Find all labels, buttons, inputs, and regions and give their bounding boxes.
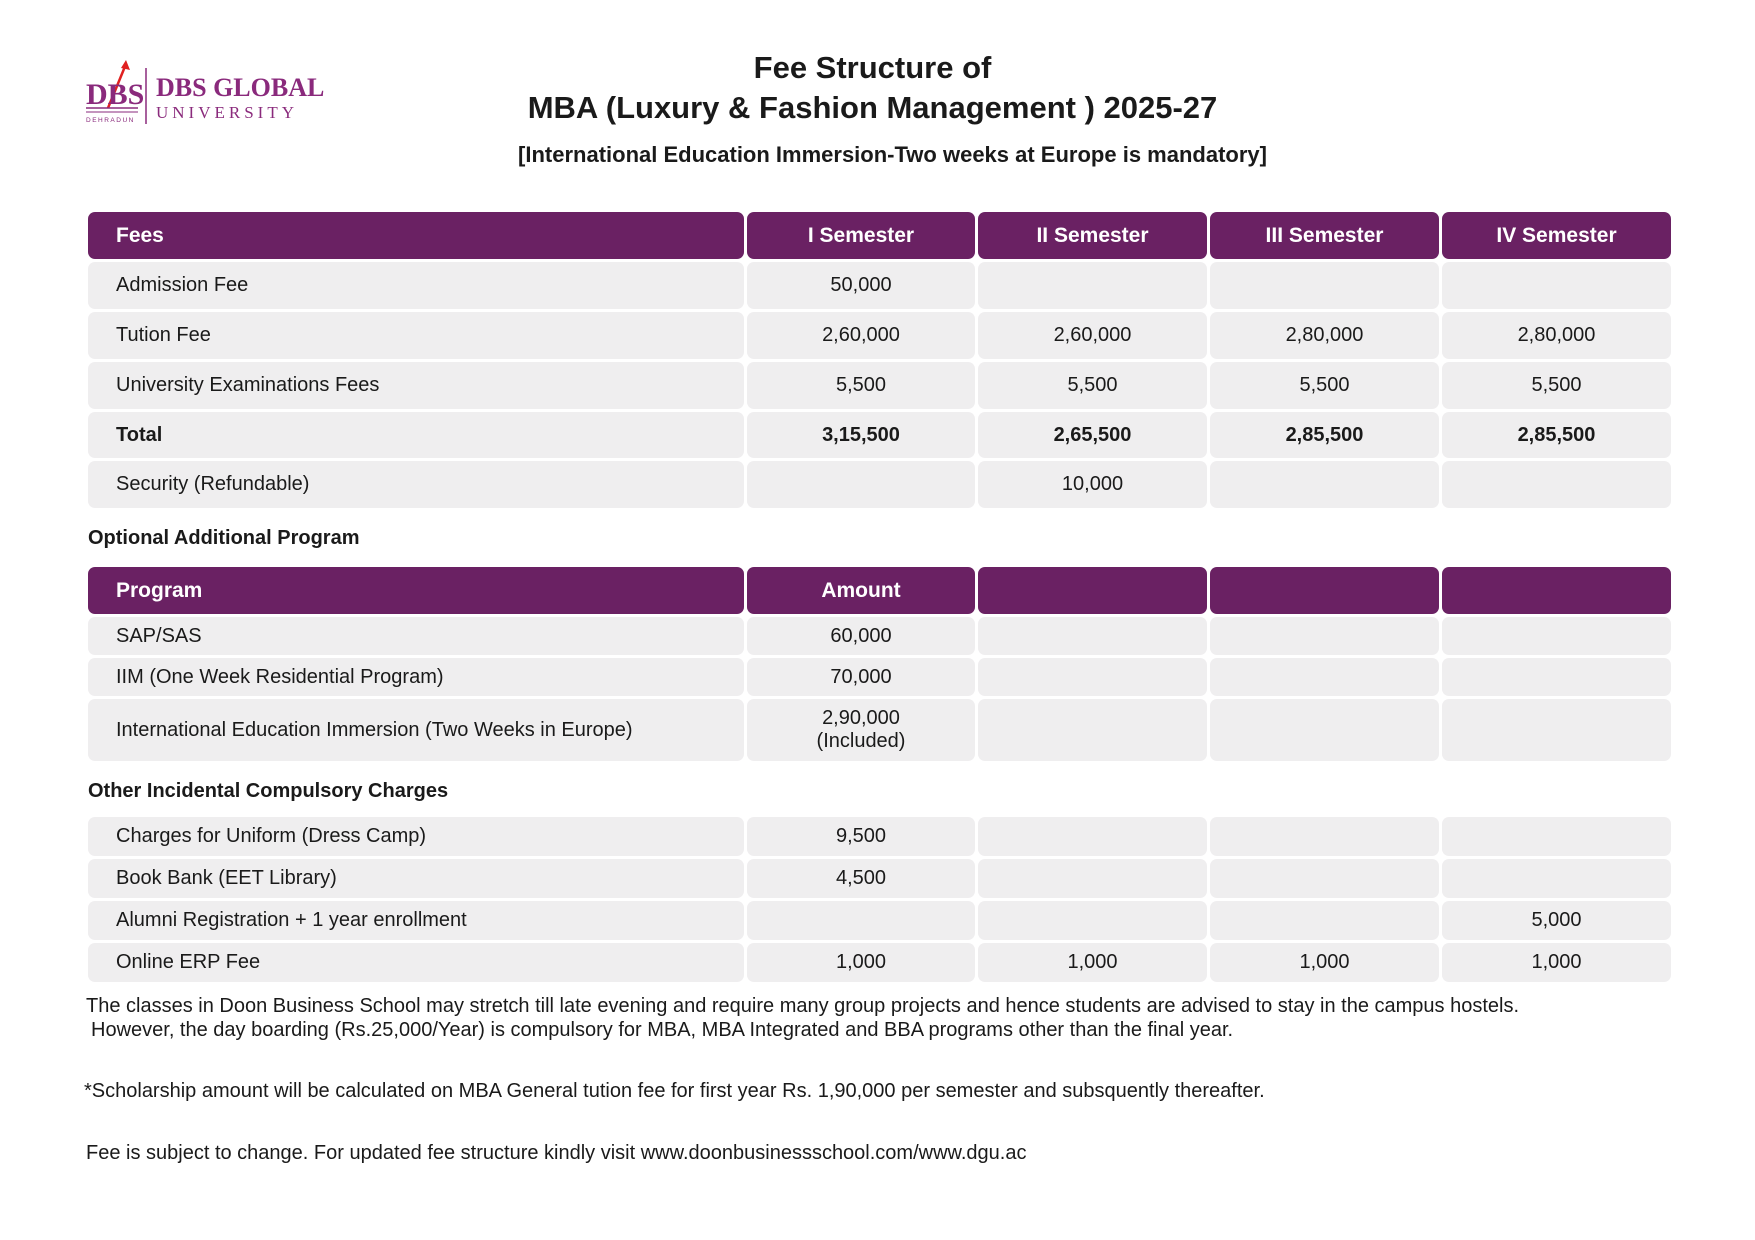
svg-text:UNIVERSITY: UNIVERSITY <box>156 103 298 122</box>
cell-value <box>1210 859 1439 898</box>
svg-text:DEHRADUN: DEHRADUN <box>86 117 135 124</box>
total-row <box>88 412 1671 458</box>
svg-text:DBS: DBS <box>86 78 145 111</box>
cell-value: 5,500 <box>1210 362 1439 409</box>
cell-value <box>978 699 1207 761</box>
cell-value <box>1210 262 1439 309</box>
table-row <box>88 362 1671 409</box>
row-label: Book Bank (EET Library) <box>88 859 744 898</box>
table-row <box>88 262 1671 309</box>
row-label: Security (Refundable) <box>88 461 744 508</box>
cell-value <box>978 817 1207 856</box>
row-label: SAP/SAS <box>88 617 744 655</box>
row-label: Online ERP Fee <box>88 943 744 982</box>
cell-value <box>747 461 975 508</box>
cell-value: 9,500 <box>747 817 975 856</box>
cell-value <box>978 617 1207 655</box>
cell-value <box>1442 699 1671 761</box>
column-header-sem2: II Semester <box>978 212 1207 259</box>
column-header-program: Program <box>88 567 744 614</box>
column-header-empty <box>1210 567 1439 614</box>
column-header-sem4: IV Semester <box>1442 212 1671 259</box>
cell-value: 2,90,000 (Included) <box>747 699 975 761</box>
cell-value <box>1442 859 1671 898</box>
row-label: IIM (One Week Residential Program) <box>88 658 744 696</box>
cell-value: 4,500 <box>747 859 975 898</box>
cell-value <box>978 901 1207 940</box>
cell-value: 1,000 <box>1210 943 1439 982</box>
fees-table-header <box>88 212 1671 259</box>
optional-program-table <box>88 567 1671 764</box>
cell-value: 50,000 <box>747 262 975 309</box>
column-header-amount: Amount <box>747 567 975 614</box>
incidental-charges-table <box>88 817 1671 985</box>
column-header-fees: Fees <box>88 212 744 259</box>
incidental-section-title: Other Incidental Compulsory Charges <box>88 780 449 802</box>
row-label: Charges for Uniform (Dress Camp) <box>88 817 744 856</box>
cell-value: 5,000 <box>1442 901 1671 940</box>
column-header-sem1: I Semester <box>747 212 975 259</box>
cell-value <box>747 901 975 940</box>
table-row <box>88 943 1671 982</box>
cell-value: 70,000 <box>747 658 975 696</box>
cell-value: 5,500 <box>978 362 1207 409</box>
cell-value: 5,500 <box>747 362 975 409</box>
cell-value: 5,500 <box>1442 362 1671 409</box>
cell-value: 2,65,500 <box>978 412 1207 458</box>
cell-value: 2,80,000 <box>1442 312 1671 359</box>
cell-value: 1,000 <box>1442 943 1671 982</box>
column-header-empty <box>1442 567 1671 614</box>
cell-value: 2,85,500 <box>1442 412 1671 458</box>
scholarship-note: *Scholarship amount will be calculated on MBA General tution fee for first year Rs. 1,90,000 per semester and subsquently thereafter. <box>84 1080 1265 1102</box>
row-label: Tution Fee <box>88 312 744 359</box>
cell-value <box>1210 901 1439 940</box>
row-label: Total <box>88 412 744 458</box>
cell-value <box>1210 699 1439 761</box>
table-row <box>88 312 1671 359</box>
table-row <box>88 859 1671 898</box>
table-row <box>88 658 1671 696</box>
cell-value: 2,80,000 <box>1210 312 1439 359</box>
hostel-note-line2: However, the day boarding (Rs.25,000/Year) is compulsory for MBA, MBA Integrated and BBA programs other than the final year. <box>91 1019 1234 1041</box>
cell-value: 2,60,000 <box>747 312 975 359</box>
fee-change-note: Fee is subject to change. For updated fee structure kindly visit www.doonbusinessschool.com/www.dgu.ac <box>86 1142 1027 1164</box>
cell-value <box>1210 658 1439 696</box>
table-row <box>88 461 1671 508</box>
optional-section-title: Optional Additional Program <box>88 527 360 549</box>
cell-value: 1,000 <box>747 943 975 982</box>
table-row <box>88 699 1671 761</box>
cell-value <box>1442 817 1671 856</box>
column-header-sem3: III Semester <box>1210 212 1439 259</box>
cell-value: 2,60,000 <box>978 312 1207 359</box>
svg-text:DBS GLOBAL: DBS GLOBAL <box>156 73 325 102</box>
page-title-line2: MBA (Luxury & Fashion Management ) 2025-27 <box>527 90 1218 125</box>
column-header-empty <box>978 567 1207 614</box>
cell-value: 60,000 <box>747 617 975 655</box>
cell-value <box>1442 262 1671 309</box>
cell-value <box>1210 461 1439 508</box>
cell-value <box>978 859 1207 898</box>
cell-value: 3,15,500 <box>747 412 975 458</box>
page-subtitle: [International Education Immersion-Two weeks at Europe is mandatory] <box>518 142 1267 167</box>
cell-value <box>1210 817 1439 856</box>
cell-value: 10,000 <box>978 461 1207 508</box>
hostel-note-line1: The classes in Doon Business School may stretch till late evening and require many group projects and hence students are advised to stay in the campus hostels. <box>86 995 1520 1017</box>
optional-table-header <box>88 567 1671 614</box>
cell-value: 1,000 <box>978 943 1207 982</box>
cell-value <box>978 658 1207 696</box>
page-title-line1: Fee Structure of <box>753 50 992 85</box>
row-label: University Examinations Fees <box>88 362 744 409</box>
table-row <box>88 901 1671 940</box>
table-row <box>88 817 1671 856</box>
table-row <box>88 617 1671 655</box>
row-label: Admission Fee <box>88 262 744 309</box>
cell-value: 2,85,500 <box>1210 412 1439 458</box>
cell-value <box>978 262 1207 309</box>
row-label: Alumni Registration + 1 year enrollment <box>88 901 744 940</box>
cell-value <box>1442 617 1671 655</box>
cell-value <box>1442 461 1671 508</box>
row-label: International Education Immersion (Two Weeks in Europe) <box>88 699 744 761</box>
cell-value <box>1442 658 1671 696</box>
fees-table <box>88 212 1671 511</box>
cell-value <box>1210 617 1439 655</box>
